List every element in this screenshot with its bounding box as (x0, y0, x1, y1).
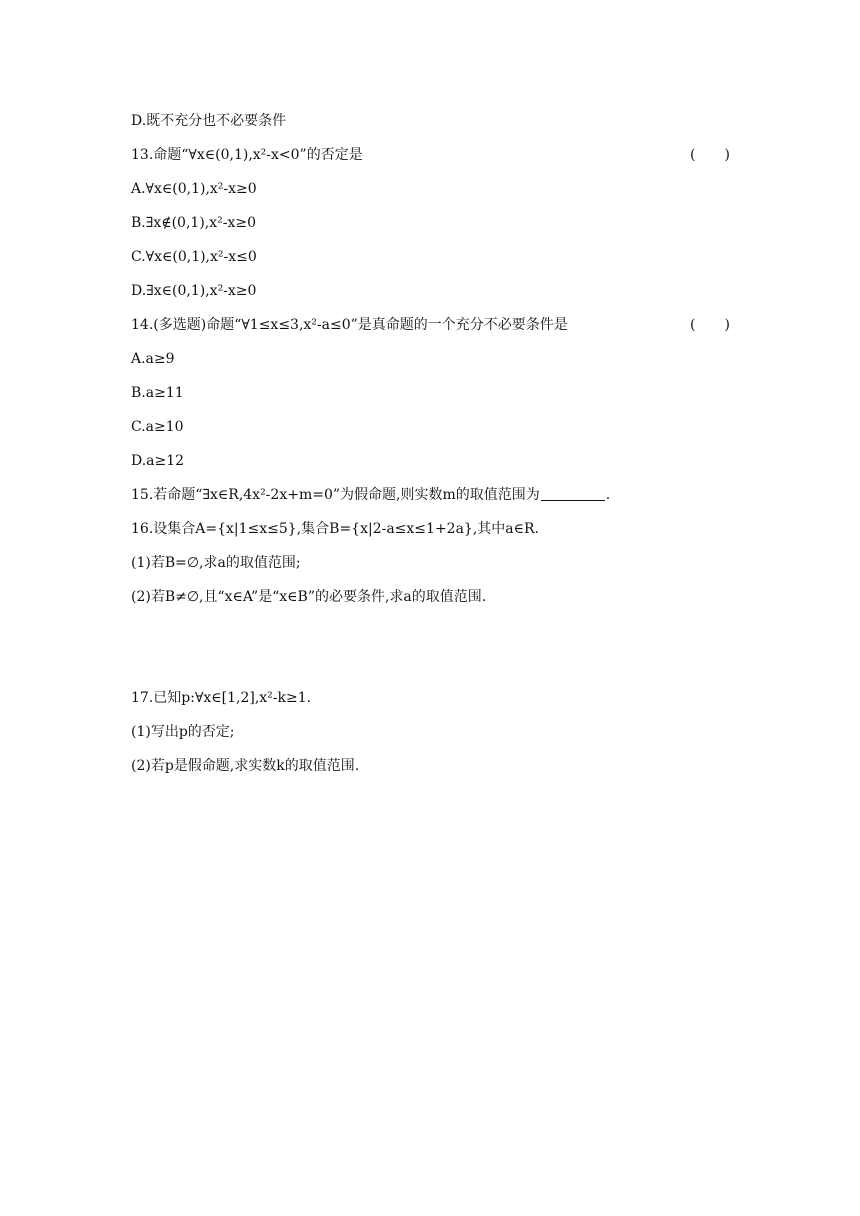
q17-part2: (2)若p是假命题,求实数k的取值范围. (131, 758, 360, 774)
q14-row (131, 315, 730, 335)
q16-part2: (2)若B≠∅,且“x∈A”是“x∈B”的必要条件,求a的取值范围. (131, 589, 487, 605)
q14-option-d: D.a≥12 (131, 453, 185, 469)
q14-answer-paren: ( ) (690, 317, 730, 333)
q13-option-b: B.∃x∉(0,1),x²-x≥0 (131, 215, 257, 231)
q16-part1: (1)若B=∅,求a的取值范围; (131, 555, 301, 571)
q13-option-d: D.∃x∈(0,1),x²-x≥0 (131, 283, 257, 299)
q12-option-d: D.既不充分也不必要条件 (131, 113, 287, 129)
q13-option-a: A.∀x∈(0,1),x²-x≥0 (131, 181, 257, 197)
q17-part1: (1)写出p的否定; (131, 724, 235, 740)
q15-answer-blank[interactable] (541, 486, 605, 501)
q14-option-c: C.a≥10 (131, 419, 184, 435)
q17-stem: 17.已知p:∀x∈[1,2],x²-k≥1. (131, 690, 312, 706)
q14-option-b: B.a≥11 (131, 385, 184, 401)
q15-end: . (605, 487, 611, 503)
q13-stem: 13.命题“∀x∈(0,1),x²-x<0”的否定是 (131, 147, 363, 163)
q15-row (131, 485, 730, 505)
q16-stem: 16.设集合A={x|1≤x≤5},集合B={x|2-a≤x≤1+2a},其中a∈R. (131, 521, 539, 537)
q13-option-c: C.∀x∈(0,1),x²-x≤0 (131, 249, 257, 265)
q13-answer-paren: ( ) (690, 147, 730, 163)
q15-stem: 15.若命题“∃x∈R,4x²-2x+m=0”为假命题,则实数m的取值范围为 (131, 487, 540, 503)
q14-stem: 14.(多选题)命题“∀1≤x≤3,x²-a≤0”是真命题的一个充分不必要条件是 (131, 317, 568, 333)
q14-option-a: A.a≥9 (131, 351, 175, 367)
q13-row (131, 145, 730, 165)
